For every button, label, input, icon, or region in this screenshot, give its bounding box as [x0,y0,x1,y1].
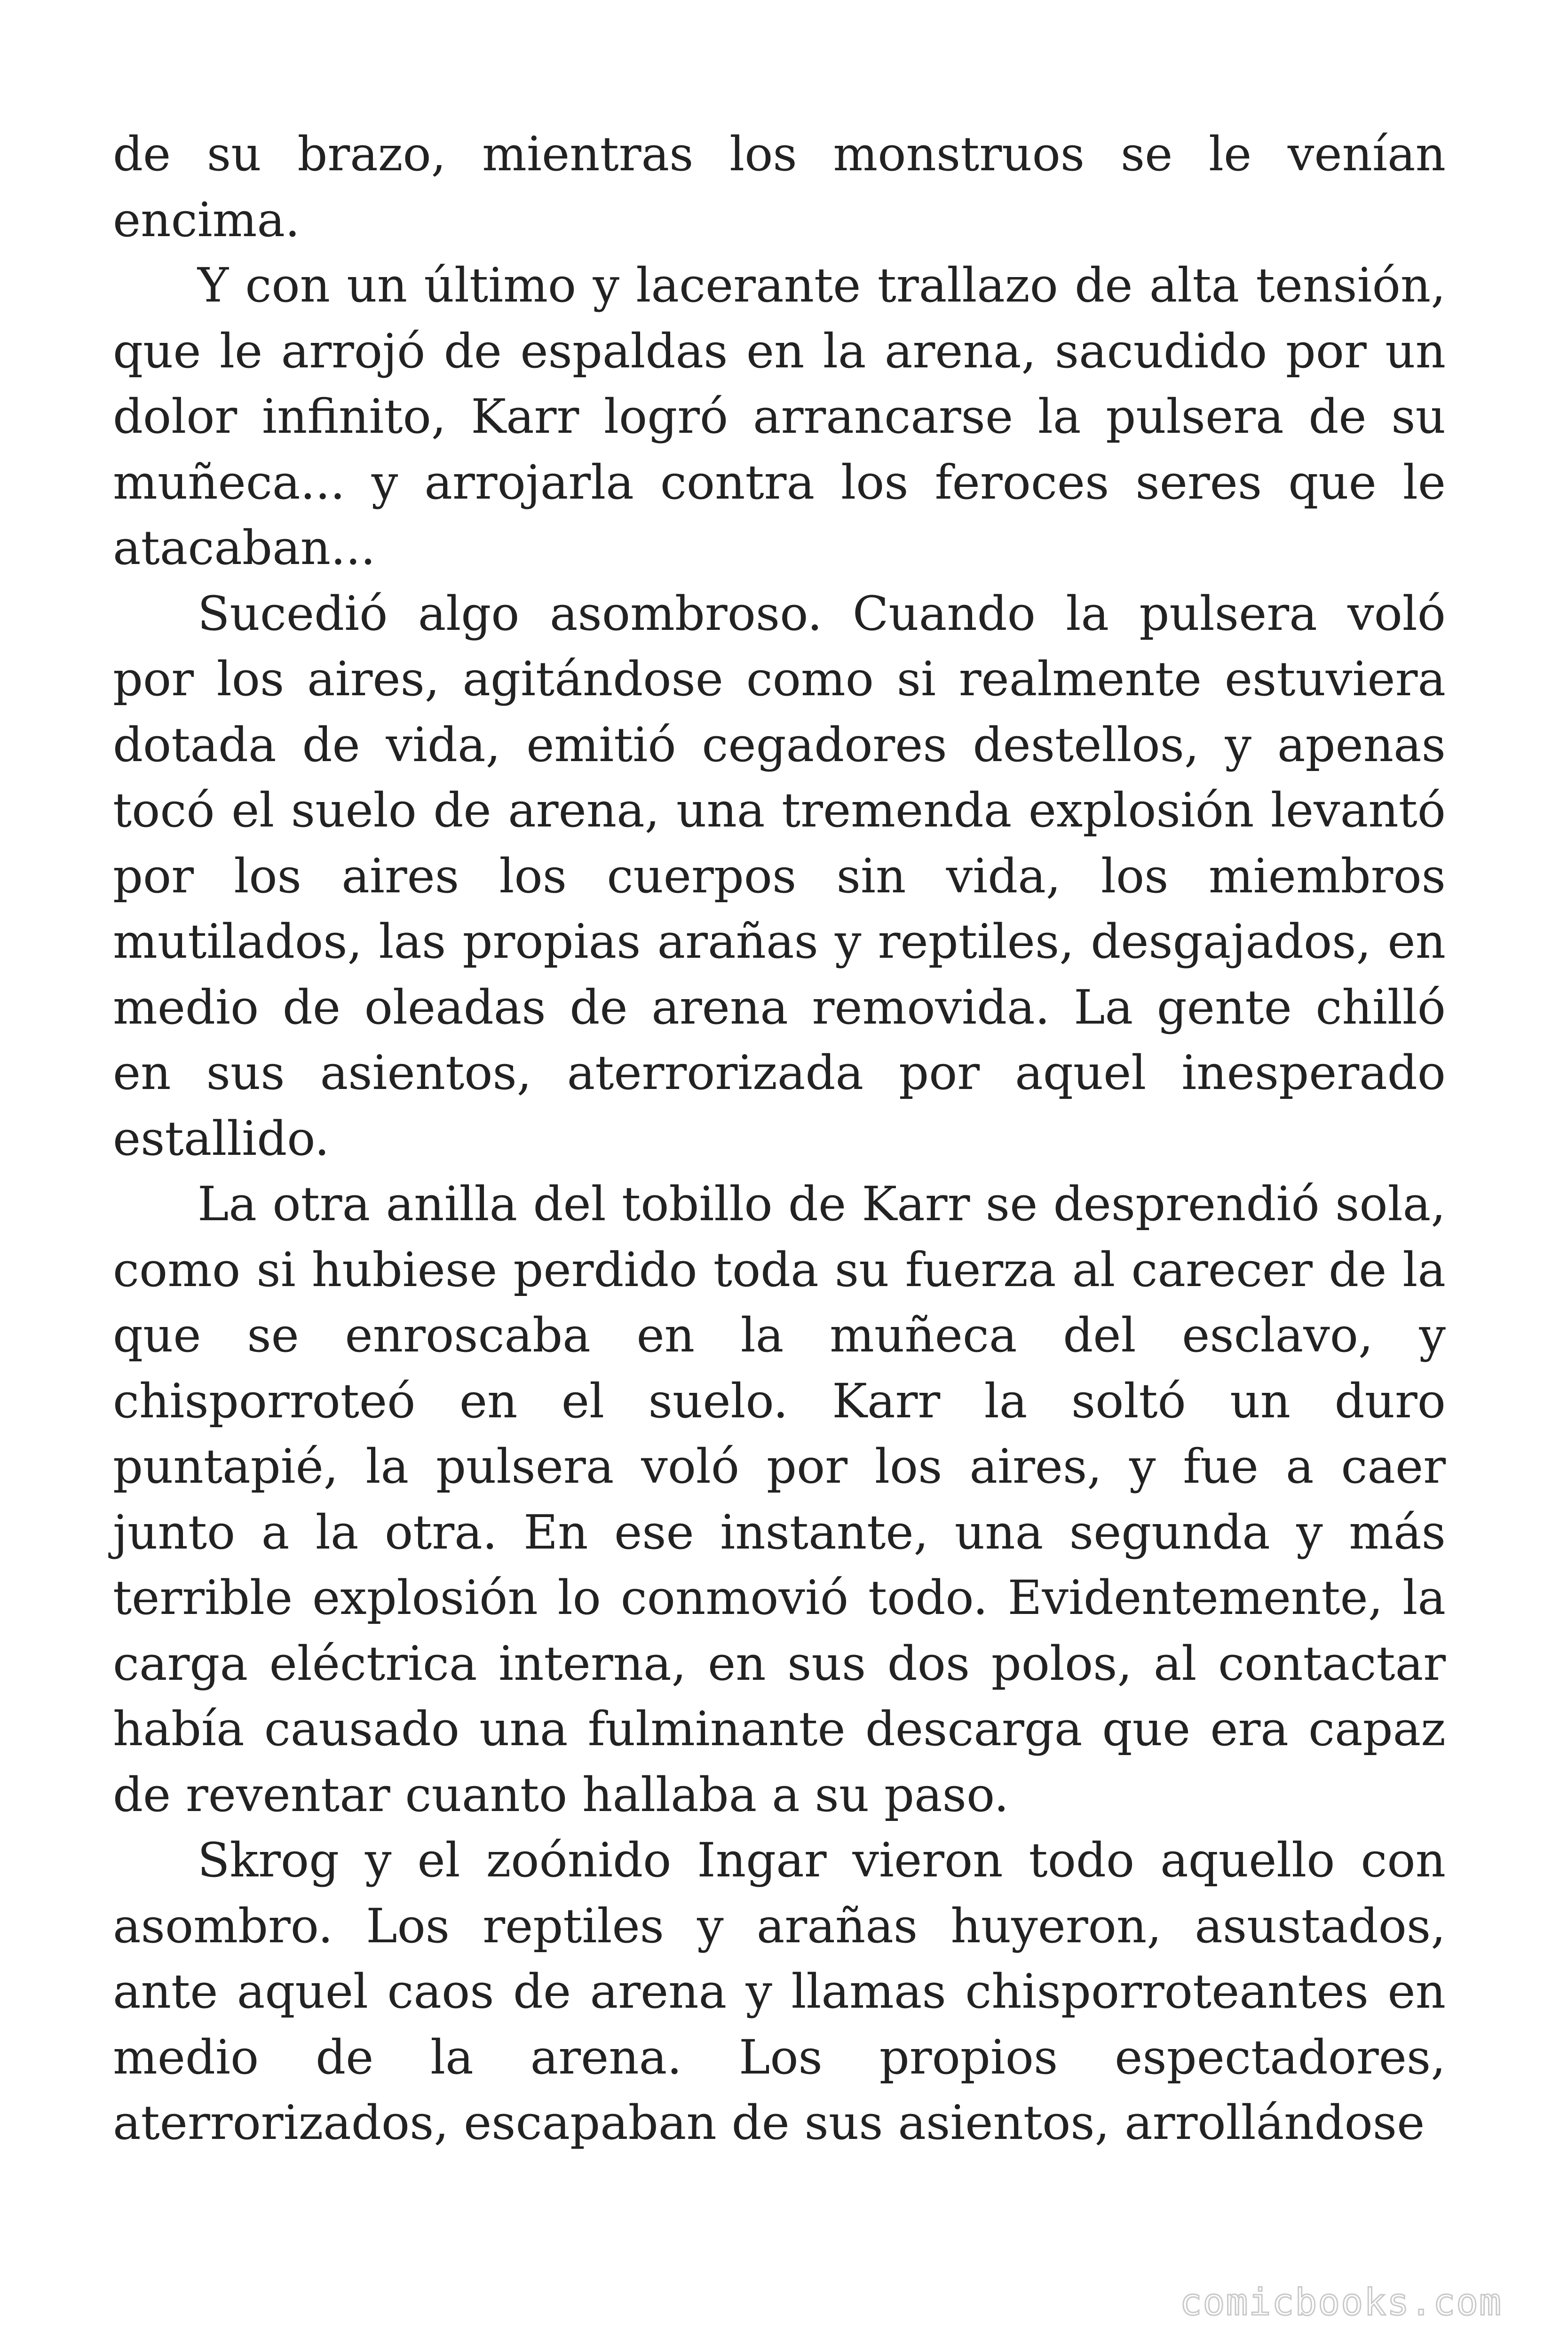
paragraph: Sucedió algo asombroso. Cuando la pulsera voló por los aires, agitándose como si realmente estuviera dotada de vida, emitió cegadores destellos, y apenas tocó el suelo de arena, una tremenda explosión levantó por los aires los cuerpos sin vida, los miembros mutilados, las propias arañas y reptiles, desgajados, en medio de oleadas de arena removida. La gente chilló en sus asientos, aterrorizada por aquel inesperado estallido. [113,586,1446,1166]
paragraph: Y con un último y lacerante trallazo de alta tensión, que le arrojó de espaldas en la arena, sacudido por un dolor infinito, Karr logró arrancarse la pulsera de su muñeca... y arrojarla contra los feroces seres que le atacaban... [113,258,1446,575]
paragraph: Skrog y el zoónido Ingar vieron todo aquello con asombro. Los reptiles y arañas huyeron, asustados, ante aquel caos de arena y llamas chisporroteantes en medio de la arena. Los propios espectadores, aterrorizados, escapaban de sus asientos, arrollándose [113,1833,1446,2150]
paragraph: La otra anilla del tobillo de Karr se desprendió sola, como si hubiese perdido toda su fuerza al carecer de la que se enroscaba en la muñeca del esclavo, y chisporroteó en el suelo. Karr la soltó un duro puntapié, la pulsera voló por los aires, y fue a caer junto a la otra. En ese instante, una segunda y más terrible explosión lo conmovió todo. Evidentemente, la carga eléctrica interna, en sus dos polos, al contactar había causado una fulminante descarga que era capaz de reventar cuanto hallaba a su paso. [113,1176,1446,1822]
body-text [113,121,1446,2156]
paragraph-continued: de su brazo, mientras los monstruos se le venían encima. [113,127,1446,247]
watermark: comicbooks.com [1180,2281,1502,2324]
